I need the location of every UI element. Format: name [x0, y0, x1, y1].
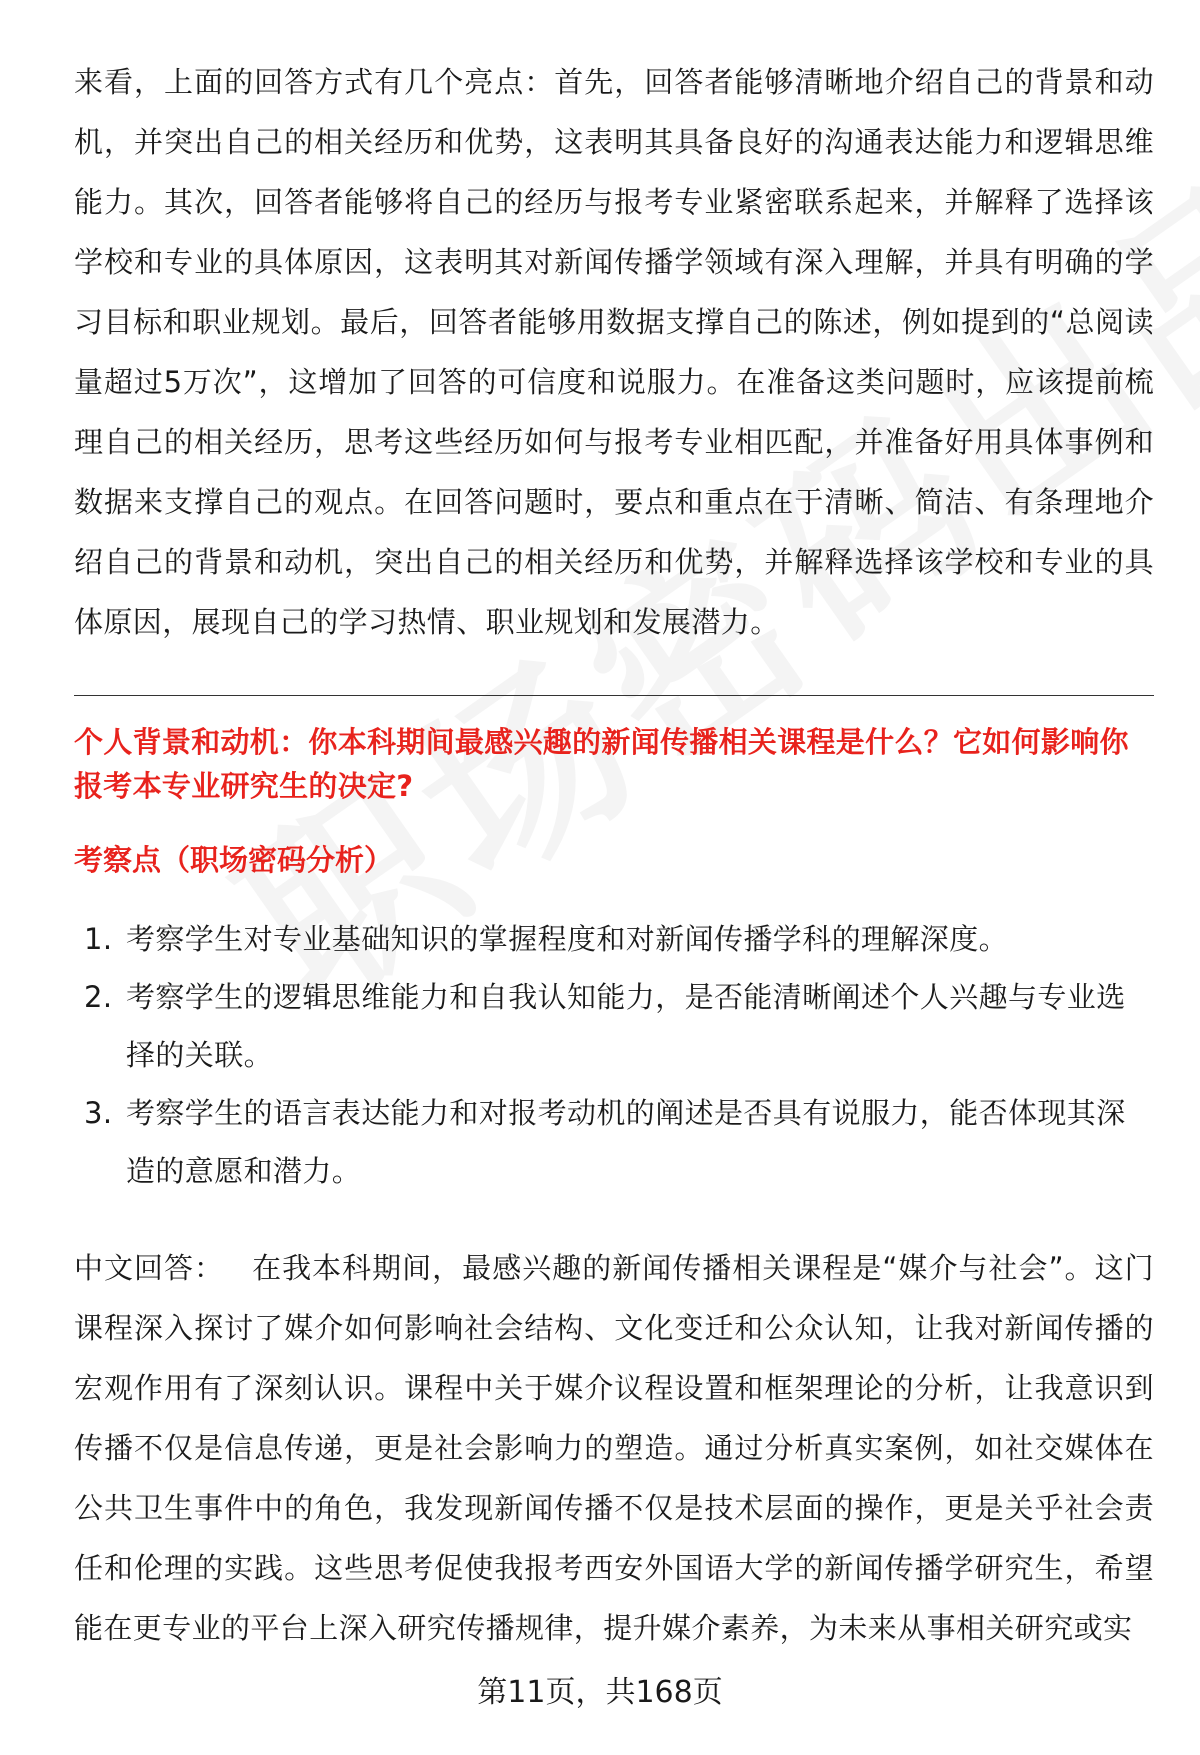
list-item-number: 2. — [84, 980, 113, 1014]
question-heading: 个人背景和动机：你本科期间最感兴趣的新闻传播相关课程是什么？它如何影响你报考本专业研究生的决定? — [74, 725, 1129, 803]
answer-paragraph — [74, 1238, 1154, 1658]
list-item-text: 考察学生对专业基础知识的掌握程度和对新闻传播学科的理解深度。 — [126, 922, 1009, 956]
list-item-text: 考察学生的逻辑思维能力和自我认知能力，是否能清晰阐述个人兴趣与专业选择的关联。 — [126, 980, 1126, 1072]
list-item — [74, 968, 1154, 1084]
list-item-number: 1. — [84, 922, 113, 956]
section-divider — [74, 695, 1154, 696]
page-footer: 第11页，共168页 — [477, 1675, 723, 1710]
answer-text: 在我本科期间，最感兴趣的新闻传播相关课程是“媒介与社会”。这门课程深入探讨了媒介如何影响社会结构、文化变迁和公众认知，让我对新闻传播的宏观作用有了深刻认识。课程中关于媒介议程设置和框架理论的分析，让我意识到传播不仅是信息传递，更是社会影响力的塑造。通过分析真实案例，如社交媒体在公共卫生事件中的角色，我发现新闻传播不仅是技术层面的操作，更是关乎社会责任和伦理的实践。这些思考促使我报考西安外国语大学的新闻传播学研究生，希望能在更专业的平台上深入研究传播规律，提升媒介素养，为未来从事相关研究或实 — [74, 1251, 1154, 1645]
list-item — [74, 910, 1154, 968]
list-item-number: 3. — [84, 1096, 113, 1130]
section-title: 考察点（职场密码分析） — [74, 843, 394, 877]
intro-paragraph: 来看，上面的回答方式有几个亮点：首先，回答者能够清晰地介绍自己的背景和动机，并突出自己的相关经历和优势，这表明其具备良好的沟通表达能力和逻辑思维能力。其次，回答者能够将自己的经历与报考专业紧密联系起来，并解释了选择该学校和专业的具体原因，这表明其对新闻传播学领域有深入理解，并具有明确的学习目标和职业规划。最后，回答者能够用数据支撑自己的陈述，例如提到的“总阅读量超过5万次”，这增加了回答的可信度和说服力。在准备这类问题时，应该提前梳理自己的相关经历，思考这些经历如何与报考专业相匹配，并准备好用具体事例和数据来支撑自己的观点。在回答问题时，要点和重点在于清晰、简洁、有条理地介绍自己的背景和动机，突出自己的相关经历和优势，并解释选择该学校和专业的具体原因，展现自己的学习热情、职业规划和发展潜力。 — [74, 65, 1154, 639]
answer-label: 中文回答： — [74, 1251, 225, 1285]
list-item-text: 考察学生的语言表达能力和对报考动机的阐述是否具有说服力，能否体现其深造的意愿和潜力。 — [126, 1096, 1126, 1188]
assessment-list — [74, 910, 1154, 1200]
list-item — [74, 1084, 1154, 1200]
